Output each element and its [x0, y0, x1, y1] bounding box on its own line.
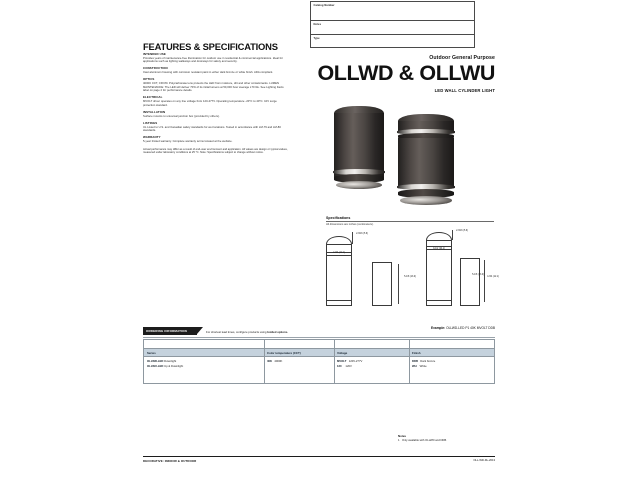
section-body: Surface mounts to universal junction box (provided by others). — [143, 114, 220, 118]
notes-item-text: Only available with OLLWD and DDB. — [402, 439, 447, 442]
catalog-number-field[interactable] — [311, 2, 474, 21]
finish-code: DDB — [412, 360, 418, 363]
table-row — [337, 360, 362, 364]
table-row — [147, 360, 176, 364]
ordering-note-prefix: For shortest lead times, configure products using — [206, 329, 268, 334]
specifications-divider — [326, 221, 494, 222]
finish-desc: Dark bronze — [420, 360, 436, 363]
table-row — [267, 360, 282, 364]
features-disclaimer: Actual performance may differ as a result of end-user environment and application. All values are design or typical values, measured under laboratory conditions at 25 °C. Note: Specifications subject to change without notice. — [143, 147, 288, 155]
notes-item — [398, 439, 495, 442]
column-header-cct: Color temperature (CCT) — [267, 350, 301, 355]
type-label: Type — [313, 37, 320, 40]
dimension-label: 4-3/4 (12.1) — [487, 276, 499, 278]
dimension-label: 5-1/8 (13.0) — [472, 274, 484, 276]
ordering-note — [206, 330, 288, 334]
fixture-lens — [400, 196, 452, 205]
ordering-tab-label: ORDERING INFORMATION — [146, 329, 187, 334]
notes-heading: Notes — [398, 434, 407, 438]
series-desc: Downlight — [164, 360, 177, 363]
footer-left-text: DECORATIVE: INDOOR & OUTDOOR — [143, 459, 197, 463]
series-code: OLLWU-LED — [147, 364, 164, 368]
section-heading: LISTINGS — [143, 120, 158, 125]
document-kicker: Outdoor General Purpose — [429, 55, 495, 61]
column-header-series: Series — [147, 350, 156, 355]
ordering-information-tab — [143, 327, 197, 335]
voltage-code: 120 — [337, 364, 342, 368]
table-row — [412, 360, 435, 364]
table-row — [337, 365, 352, 369]
column-header-finish: Finish — [412, 350, 421, 355]
notes-block — [398, 434, 495, 442]
catalog-number-label: Catalog Number — [313, 4, 335, 7]
footer-right-text: OLL-WD-DL-2013 — [473, 459, 495, 462]
section-heading: INSTALLATION — [143, 109, 166, 114]
finish-code: WH — [412, 364, 417, 368]
ordering-example-value: OLLWD-LED P1 40K MVOLT DDB — [446, 326, 495, 330]
section-heading: INTENDED USE — [143, 52, 166, 56]
ordering-example-label: Example: — [431, 326, 446, 330]
section-body: Cast aluminum housing with corrosion resistant paint in either dark bronze or white finish. ADA compliant. — [143, 71, 274, 75]
page-title: OLLWD & OLLWU — [317, 61, 495, 85]
spec-sheet-page — [140, 0, 500, 472]
ordering-table-header-row — [144, 349, 494, 357]
fixture-lens — [336, 181, 382, 189]
section-body: UL Listed to U.S. and Canadian safety standards for wet locations. Tested in accordance with LM-79 and LM-80 standards. — [143, 125, 281, 133]
table-row — [412, 365, 427, 369]
column-header-voltage: Voltage — [337, 350, 348, 355]
section-heading: CONSTRUCTION — [143, 66, 168, 71]
footer-divider — [143, 456, 495, 457]
cct-desc: 4000K — [274, 360, 283, 363]
section-heading: OPTICS — [143, 77, 155, 82]
table-row — [147, 365, 183, 369]
dimension-label: 5-1/8 (13.0) — [404, 276, 416, 278]
voltage-code: MVOLT — [337, 360, 347, 363]
product-image-ollwd — [334, 106, 384, 194]
finish-desc: White — [419, 364, 427, 368]
section-heading: WARRANTY — [143, 135, 161, 140]
ordering-table-blank-row — [144, 340, 494, 349]
notes-item-number: 1 — [398, 439, 400, 442]
specifications-heading: Specifications — [326, 216, 351, 220]
dimension-label: 2-3/16 (5.6) — [456, 230, 468, 232]
series-code: OLLWD-LED — [147, 360, 164, 363]
cct-code: 40K — [267, 360, 273, 363]
product-photo — [328, 100, 495, 212]
dimension-label: 4-3/4 (12.1) — [333, 252, 345, 254]
notes-field[interactable] — [311, 21, 474, 35]
notes-label: Notes — [313, 23, 322, 26]
features-heading: FEATURES & SPECIFICATIONS — [143, 41, 278, 52]
fixture-body — [398, 138, 454, 188]
voltage-desc: 120V — [345, 364, 352, 368]
section-body: 5-year limited warranty. Complete warranty terms located at the website. — [143, 140, 233, 144]
section-heading: ELECTRICAL — [143, 95, 163, 100]
catalog-form — [310, 1, 475, 48]
specification-drawings — [326, 230, 499, 314]
drawing-ollwu-front — [460, 258, 480, 306]
section-body: Provides years of maintenance-free illumination for outdoor use in residential & commercial applications. Ideal for applications such as lighting walkways and doorways for safety and security. — [143, 56, 283, 64]
voltage-desc: 120V-277V — [348, 360, 363, 363]
ordering-table — [143, 339, 495, 384]
dimension-label: 2-3/16 (5.6) — [356, 233, 368, 235]
document-subtitle: LED WALL CYLINDER LIGHT — [434, 88, 495, 93]
drawing-ollwd-front — [372, 262, 392, 306]
features-list — [143, 52, 289, 155]
ordering-divider — [143, 337, 495, 338]
product-image-ollwu — [398, 114, 454, 210]
series-desc: Up & Downlight — [164, 364, 184, 368]
ordering-example — [340, 326, 495, 330]
section-body: 4000K CCT, CRI 80. Polycarbonate lens protects the LED from moisture, dirt and other contaminants. LUMEN MAINTENANCE: The LED will deliver 70% of its initial lumens at 50,000 hour average L70 life. See Lighting Facts label on page 2 for performance details. — [143, 82, 284, 93]
dimension-label: 9-1/2 (24.1) — [433, 248, 445, 250]
type-field[interactable] — [311, 35, 474, 48]
specifications-subheading: All dimensions are inches (centimeters). — [326, 223, 374, 226]
ordering-note-bold: bolded options. — [267, 329, 289, 334]
section-body: MVOLT driver operates on any line voltage from 120-277V. Operating temperature -20°C to 40°C. 10V surge protection standard. — [143, 100, 277, 107]
